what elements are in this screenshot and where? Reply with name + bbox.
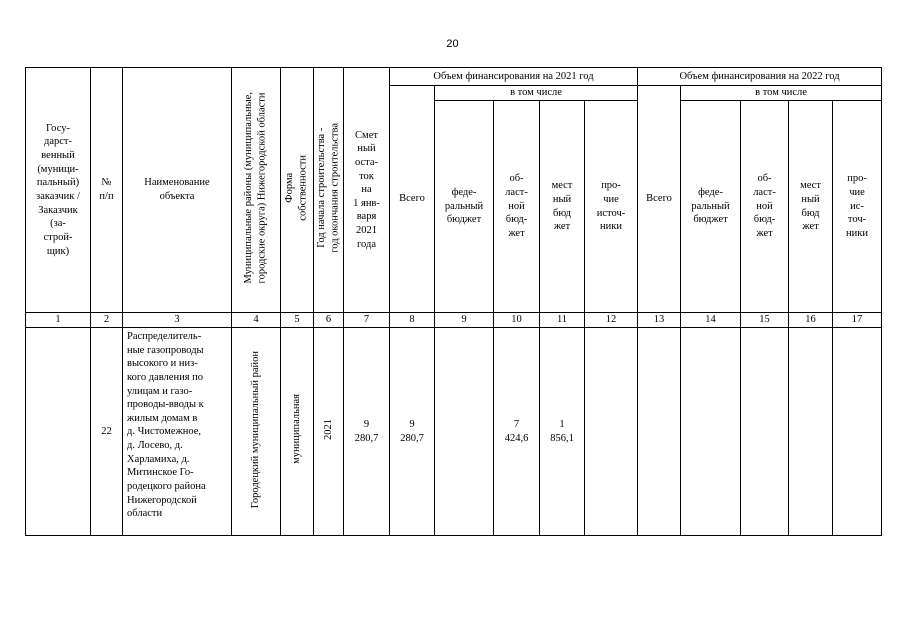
header-financing-2021: Объем финансирования на 2021 год [390, 68, 638, 86]
column-number: 3 [123, 313, 232, 328]
column-number: 12 [585, 313, 638, 328]
column-number: 10 [494, 313, 540, 328]
cell-total-2022 [638, 328, 681, 536]
cell-federal-2022 [681, 328, 741, 536]
cell-other-2022 [833, 328, 882, 536]
cell-customer [26, 328, 91, 536]
column-number: 16 [789, 313, 833, 328]
cell-district [232, 328, 281, 536]
cell-federal-2021 [435, 328, 494, 536]
header-district-text: Муниципальные районы (муниципальные, городские округа) Нижегородской области [243, 91, 268, 284]
header-regional-2022: об- ласт- ной бюд- жет [741, 101, 789, 313]
column-number: 9 [435, 313, 494, 328]
column-number: 17 [833, 313, 882, 328]
column-number: 11 [540, 313, 585, 328]
cell-local-2022 [789, 328, 833, 536]
column-number: 5 [281, 313, 314, 328]
header-federal-2021: феде- ральный бюджет [435, 101, 494, 313]
header-number: № п/п [91, 68, 123, 313]
header-including-2021: в том числе [435, 86, 638, 101]
header-financing-2022: Объем финансирования на 2022 год [638, 68, 882, 86]
header-other-2022: про- чие ис- точ- ники [833, 101, 882, 313]
page-number: 20 [446, 38, 459, 50]
header-estimated-remainder: Смет ный оста- ток на 1 янв- варя 2021 года [344, 68, 390, 313]
financing-table [25, 67, 882, 536]
column-number: 8 [390, 313, 435, 328]
header-local-2021: мест ный бюд жет [540, 101, 585, 313]
cell-years [314, 328, 344, 536]
cell-ownership-text: муниципальная [291, 394, 303, 465]
cell-object-name: Распределитель- ные газопроводы высокого и низ- кого давления по улицам и газо- проводы-вводы к жилым домам в д. Чистомежное, д. Лосево, д. Харламиха, д. Митинское Го- родецкого района Нижегородской области [123, 328, 232, 536]
cell-local-2021: 1 856,1 [540, 328, 585, 536]
cell-regional-2022 [741, 328, 789, 536]
header-local-2022: мест ный бюд жет [789, 101, 833, 313]
cell-other-2021 [585, 328, 638, 536]
header-object-name: Наименование объекта [123, 68, 232, 313]
column-number: 2 [91, 313, 123, 328]
header-federal-2022: феде- ральный бюджет [681, 101, 741, 313]
header-years-text: Год начала строительства - год окончания строительства [315, 122, 341, 253]
header-regional-2021: об- ласт- ной бюд- жет [494, 101, 540, 313]
table-row [26, 328, 882, 536]
cell-number: 22 [91, 328, 123, 536]
header-other-2021: про- чие источ- ники [585, 101, 638, 313]
cell-ownership [281, 328, 314, 536]
column-number: 4 [232, 313, 281, 328]
cell-district-text: Городецкий муниципальный район [250, 350, 262, 508]
header-customer: Госу- дарст- венный (муници- пальный) заказчик / Заказчик (за- строй- щик) [26, 68, 91, 313]
column-number: 14 [681, 313, 741, 328]
header-years [314, 68, 344, 313]
column-number: 7 [344, 313, 390, 328]
header-including-2022: в том числе [681, 86, 882, 101]
header-total-2021: Всего [390, 86, 435, 313]
cell-regional-2021: 7 424,6 [494, 328, 540, 536]
header-ownership-text: Форма собственности [284, 154, 309, 221]
header-total-2022: Всего [638, 86, 681, 313]
column-number: 15 [741, 313, 789, 328]
cell-total-2021: 9 280,7 [390, 328, 435, 536]
cell-estimated-remainder: 9 280,7 [344, 328, 390, 536]
header-district [232, 68, 281, 313]
cell-years-text: 2021 [322, 418, 334, 440]
column-number: 6 [314, 313, 344, 328]
header-ownership [281, 68, 314, 313]
column-numbers-row [26, 313, 882, 328]
column-number: 1 [26, 313, 91, 328]
column-number: 13 [638, 313, 681, 328]
